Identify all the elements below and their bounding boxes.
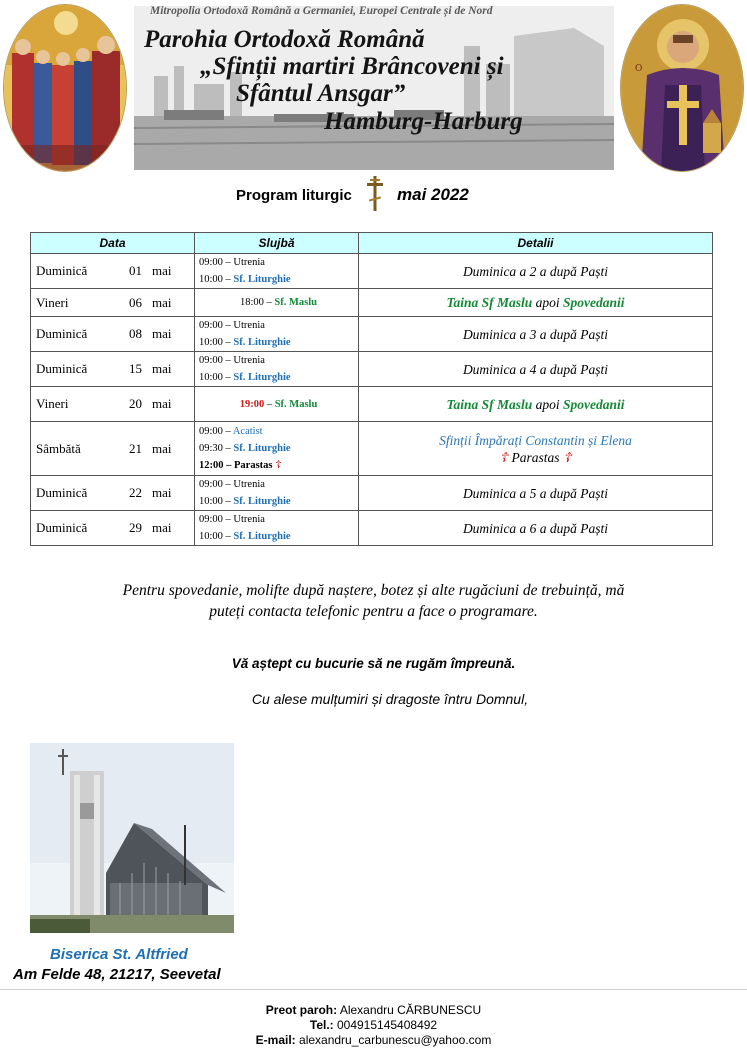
tel-line: Tel.: 004915145408492	[309, 1018, 438, 1032]
table-row	[31, 317, 713, 352]
details-cell: Duminica a 4 a după Paști	[359, 352, 713, 387]
header-details: Detalii	[359, 233, 713, 254]
table-row	[31, 254, 713, 289]
cross-icon	[365, 174, 385, 212]
saints-icon-left	[3, 4, 127, 172]
table-header-row	[31, 233, 713, 254]
date-cell: Vineri 20 mai	[31, 387, 195, 422]
confession-note: Pentru spovedanie, molifte după naștere, botez și alte rugăciuni de trebuință, mă puteți contacta telefonic pentru a face o programare.	[122, 582, 625, 620]
footer-contact	[0, 1003, 747, 1048]
cross-icon: ☦	[275, 460, 282, 471]
header-date: Data	[31, 233, 195, 254]
svg-text:Ο: Ο	[635, 64, 643, 74]
church-address: Am Felde 48, 21217, Seevetal	[13, 966, 221, 983]
date-cell: Vineri 06 mai	[31, 289, 195, 317]
service-cell: 09:00 – Utrenia 10:00 – Sf. Liturghie	[195, 352, 359, 387]
church-photo	[30, 743, 234, 933]
header-service: Slujbă	[195, 233, 359, 254]
table-row	[31, 476, 713, 511]
date-cell: Duminică 29 mai	[31, 511, 195, 546]
closing-wish: Vă aștept cu bucurie să ne rugăm împreună.	[231, 656, 516, 671]
table-row	[31, 352, 713, 387]
metropolia-line: Mitropolia Ortodoxă Română a Germaniei, Europei Centrale și de Nord	[150, 5, 493, 17]
footer-divider	[0, 989, 747, 990]
parish-title-line4: Hamburg-Harburg	[324, 108, 523, 135]
service-cell: 18:00 – Sf. Maslu	[195, 289, 359, 317]
service-cell: 19:00 – Sf. Maslu	[195, 387, 359, 422]
service-cell: 09:00 – Utrenia 10:00 – Sf. Liturghie	[195, 254, 359, 289]
liturgical-schedule-table	[30, 232, 713, 546]
table-row	[31, 387, 713, 422]
priest-line: Preot paroh: Alexandru CĂRBUNESCU	[265, 1003, 482, 1017]
service-cell: 09:00 – Utrenia 10:00 – Sf. Liturghie	[195, 511, 359, 546]
email-line[interactable]: E-mail: alexandru_carbunescu@yahoo.com	[255, 1033, 492, 1047]
details-cell: Duminica a 3 a după Paști	[359, 317, 713, 352]
service-cell: 09:00 – Utrenia 10:00 – Sf. Liturghie	[195, 476, 359, 511]
details-cell: Duminica a 5 a după Paști	[359, 476, 713, 511]
saint-ansgar-icon	[620, 4, 744, 172]
program-title: Program liturgic	[236, 187, 352, 204]
table-row	[31, 289, 713, 317]
service-cell: 09:00 – Utrenia 10:00 – Sf. Liturghie	[195, 317, 359, 352]
date-cell: Duminică 15 mai	[31, 352, 195, 387]
date-cell: Duminică 08 mai	[31, 317, 195, 352]
parish-title-line1: Parohia Ortodoxă Română	[144, 26, 425, 53]
details-cell: Taina Sf Maslu apoi Spovedanii	[359, 289, 713, 317]
table-row	[31, 511, 713, 546]
details-cell: Duminica a 6 a după Paști	[359, 511, 713, 546]
church-name: Biserica St. Altfried	[50, 946, 188, 963]
program-month: mai 2022	[397, 185, 469, 204]
date-cell: Duminică 01 mai	[31, 254, 195, 289]
date-cell: Sâmbătă 21 mai	[31, 422, 195, 476]
parish-title-line3: Sfântul Ansgar”	[236, 80, 406, 107]
details-cell: Duminica a 2 a după Paști	[359, 254, 713, 289]
greeting: Cu alese mulțumiri și dragoste întru Domnul,	[251, 691, 529, 707]
service-cell: 09:00 – Acatist 09:30 – Sf. Liturghie 12:00 – Parastas ☦	[195, 422, 359, 476]
parish-title-line2: „Sfinții martiri Brâncoveni și	[200, 53, 504, 80]
cross-icon: ☦	[499, 449, 509, 465]
table-row	[31, 422, 713, 476]
details-cell: Taina Sf Maslu apoi Spovedanii	[359, 387, 713, 422]
cross-icon: ☦	[562, 449, 572, 465]
details-cell: Sfinții Împărați Constantin și Elena ☦ Parastas ☦	[359, 422, 713, 476]
date-cell: Duminică 22 mai	[31, 476, 195, 511]
